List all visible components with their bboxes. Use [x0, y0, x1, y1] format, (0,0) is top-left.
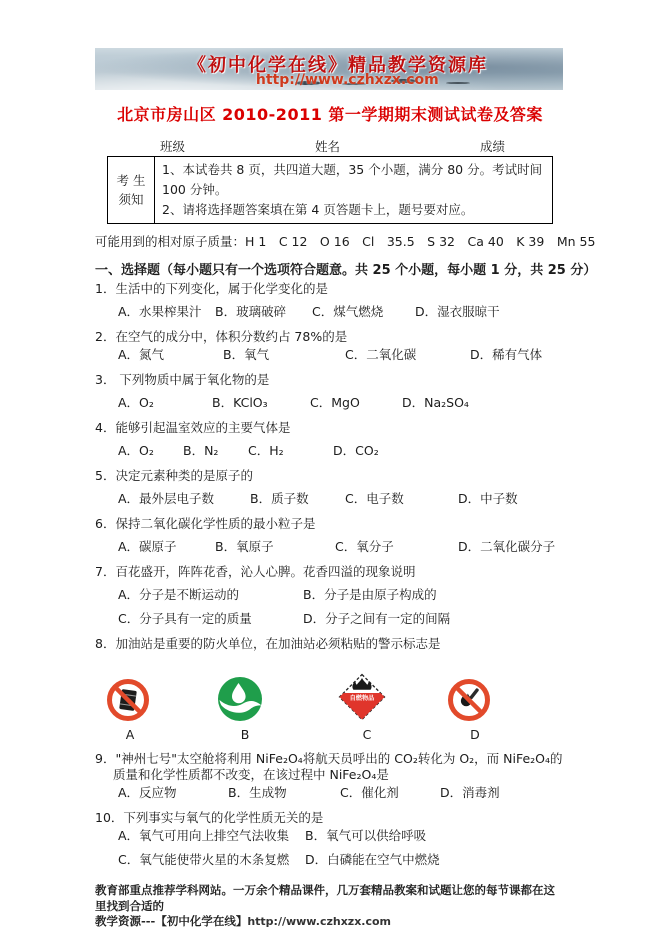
- candidate-notice-table: [107, 156, 553, 224]
- question-1: [95, 281, 565, 320]
- banner-site-title: 《初中化学在线》精品教学资源库: [188, 55, 488, 76]
- option: A．分子是不断运动的: [118, 587, 240, 602]
- option: C．电子数: [345, 491, 404, 506]
- notice-item: 1、本试卷共 8 页，共四道大题，35 个小题，满分 80 分。考试时间 100 分钟。: [162, 162, 543, 197]
- sign-label: C: [362, 727, 372, 742]
- option: D．CO₂: [333, 443, 379, 458]
- option: B．玻璃破碎: [215, 304, 287, 319]
- notice-side-label: [108, 157, 155, 223]
- option: A．O₂: [118, 395, 154, 410]
- option: B．氧气可以供给呼吸: [305, 828, 427, 843]
- sign-labels-row: [95, 728, 565, 742]
- option: D．白磷能在空气中燃烧: [305, 852, 440, 867]
- notice-side-line2: 须知: [118, 192, 144, 207]
- options-row: [118, 347, 565, 363]
- water-saving-logo-icon: [217, 676, 263, 722]
- score-label: 成绩: [480, 139, 506, 154]
- question-text: 1．生活中的下列变化，属于化学变化的是: [95, 281, 328, 296]
- question-text: 5．决定元素种类的是原子的: [95, 468, 253, 483]
- option: C．H₂: [248, 443, 284, 458]
- option: C．催化剂: [340, 785, 399, 800]
- option: B．N₂: [183, 443, 219, 458]
- site-banner-image: [95, 48, 563, 90]
- name-label: 姓名: [315, 139, 341, 154]
- option: C．煤气燃烧: [312, 304, 384, 319]
- options-row: [118, 395, 565, 411]
- sign-c-text: 自燃物品: [349, 695, 375, 702]
- question-6: [95, 516, 565, 555]
- option: C．氧分子: [335, 539, 394, 554]
- option: A．最外层电子数: [118, 491, 215, 506]
- sign-label: D: [470, 727, 480, 742]
- option: A．O₂: [118, 443, 154, 458]
- option: D．湿衣服晾干: [415, 304, 500, 319]
- question-8: [95, 636, 565, 742]
- option: B．KClO₃: [212, 395, 268, 410]
- options-grid: [118, 828, 565, 868]
- option: D．二氧化碳分子: [458, 539, 556, 554]
- option: D．消毒剂: [440, 785, 500, 800]
- banner-site-url: http://www.czhxzx.com: [255, 72, 439, 88]
- option: B．质子数: [250, 491, 309, 506]
- options-row: [118, 443, 565, 459]
- question-7: [95, 564, 565, 627]
- option: D．Na₂SO₄: [402, 395, 469, 410]
- sign-label: B: [240, 727, 250, 742]
- warning-signs-row: [95, 664, 565, 722]
- option: C．分子具有一定的质量: [118, 611, 252, 626]
- option: C．二氧化碳: [345, 347, 417, 362]
- option: A．水果榨果汁: [118, 304, 202, 319]
- option: B．氧气: [223, 347, 270, 362]
- no-oil-drum-sign-icon: [106, 678, 150, 722]
- question-9: [95, 751, 565, 801]
- option: B．生成物: [228, 785, 287, 800]
- notice-side-line1: 考 生: [116, 173, 146, 188]
- option: D．分子之间有一定的间隔: [303, 611, 451, 626]
- option: C．MgO: [310, 395, 360, 410]
- option: A．氮气: [118, 347, 165, 362]
- footer-promo-text-2: 教学资源---【初中化学在线】: [95, 914, 248, 928]
- notice-body: [155, 157, 552, 223]
- option: C．氧气能使带火星的木条复燃: [118, 852, 290, 867]
- question-text: 7．百花盛开，阵阵花香，沁人心脾。花香四溢的现象说明: [95, 564, 416, 579]
- options-grid: [118, 587, 565, 627]
- question-text: 3． 下列物质中属于氧化物的是: [95, 372, 270, 387]
- question-text: 9．"神州七号"太空舱将利用 NiFe₂O₄将航天员呼出的 CO₂转化为 O₂，而 NiFe₂O₄的质量和化学性质都不改变，在该过程中 NiFe₂O₄是: [95, 751, 563, 782]
- sign-label: A: [125, 727, 135, 742]
- option: B．分子是由原子构成的: [303, 587, 437, 602]
- option: A．碳原子: [118, 539, 177, 554]
- atomic-mass-line: 可能用到的相对原子质量：H 1 C 12 O 16 Cl 35.5 S 32 Ca 40 K 39 Mn 55: [95, 234, 596, 249]
- options-row: [118, 304, 565, 320]
- no-open-flame-sign-icon: [447, 678, 491, 722]
- option: B．氧原子: [215, 539, 274, 554]
- question-text: 10．下列事实与氧气的化学性质无关的是: [95, 810, 324, 825]
- question-5: [95, 468, 565, 507]
- question-text: 6．保持二氧化碳化学性质的最小粒子是: [95, 516, 316, 531]
- page-title: 北京市房山区 2010-2011 第一学期期末测试试卷及答案: [117, 105, 543, 124]
- page-footer: [95, 883, 565, 930]
- question-4: [95, 420, 565, 459]
- options-row: [118, 491, 565, 507]
- question-text: 2．在空气的成分中，体积分数约占 78%的是: [95, 329, 348, 344]
- class-label: 班级: [160, 139, 186, 154]
- option: A．反应物: [118, 785, 177, 800]
- footer-promo-text: 教育部重点推荐学科网站。一万余个精品课件，几万套精品教案和试题让您的每节课都在这里找到合适的: [95, 883, 555, 913]
- options-row: [118, 785, 565, 801]
- option: A．氧气可用向上排空气法收集: [118, 828, 290, 843]
- question-3: [95, 372, 565, 411]
- question-10: [95, 810, 565, 868]
- section-heading: 一、选择题（每小题只有一个选项符合题意。共 25 个小题，每小题 1 分，共 25 分）: [95, 263, 597, 278]
- notice-item: 2、请将选择题答案填在第 4 页答题卡上，题号要对应。: [162, 202, 474, 217]
- question-2: [95, 329, 565, 363]
- student-info-row: [95, 137, 565, 153]
- option: D．稀有气体: [470, 347, 543, 362]
- question-text: 4．能够引起温室效应的主要气体是: [95, 420, 291, 435]
- options-row: [118, 539, 565, 555]
- option: D．中子数: [458, 491, 518, 506]
- spontaneous-combustion-sign-icon: [337, 672, 387, 722]
- footer-site-url: http://www.czhxzx.com: [247, 915, 392, 928]
- question-text: 8．加油站是重要的防火单位，在加油站必须粘贴的警示标志是: [95, 636, 441, 651]
